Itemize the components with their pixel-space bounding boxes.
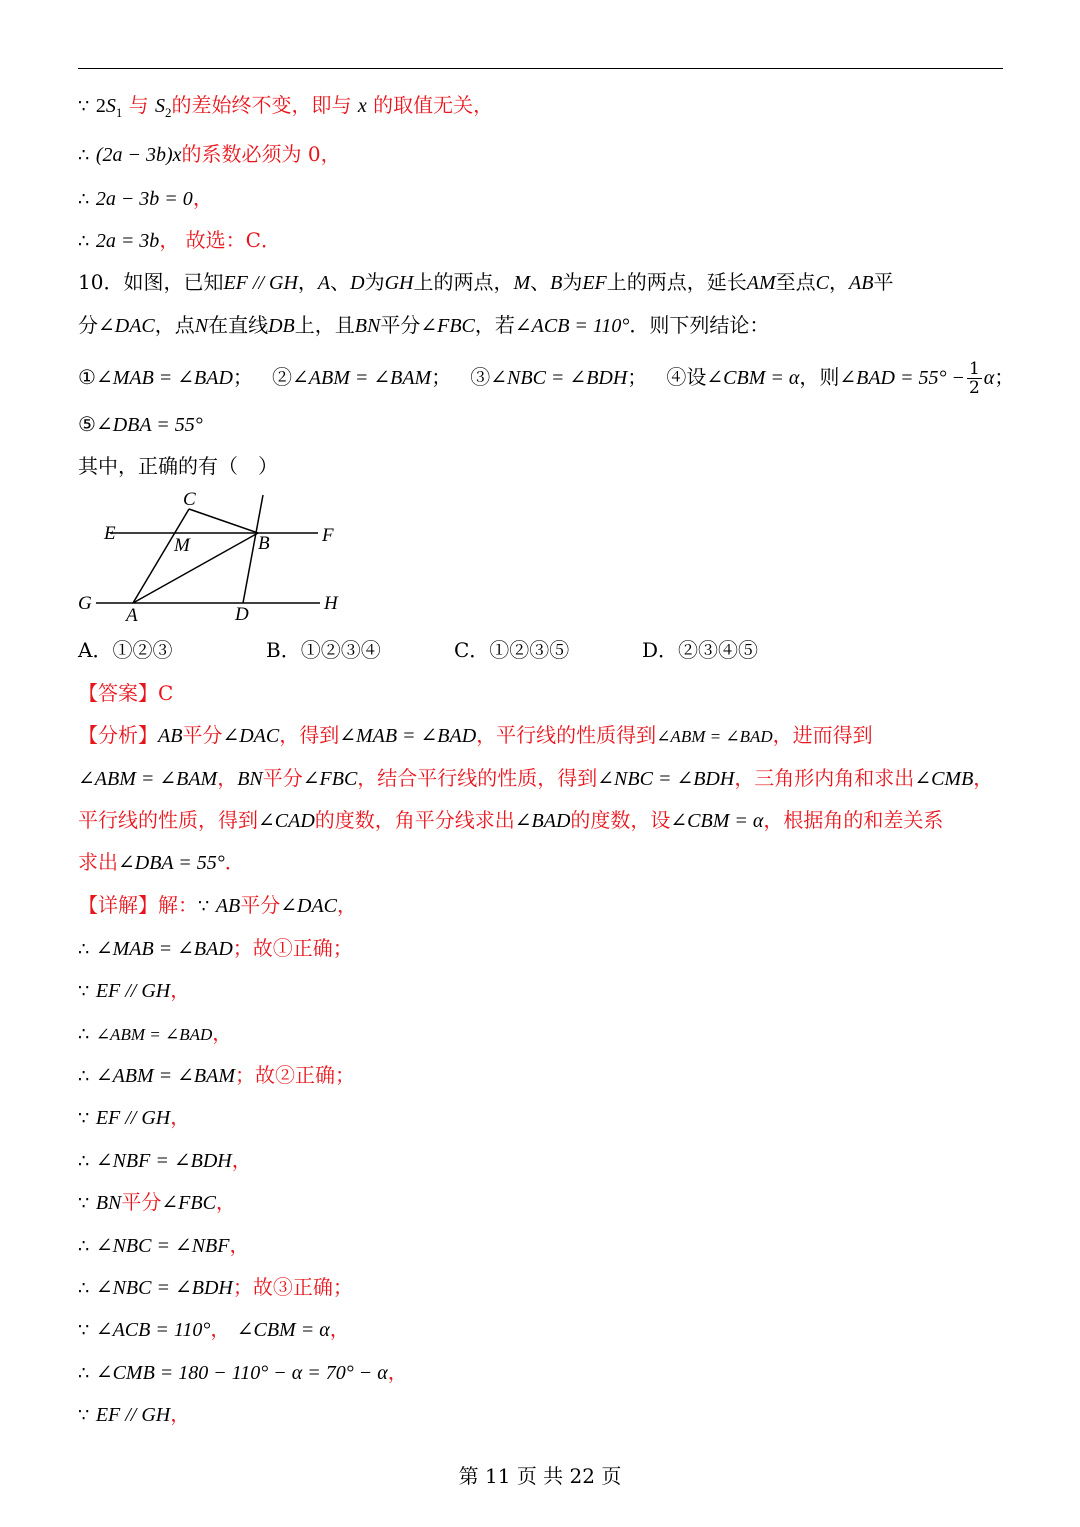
- because-symbol: ∵: [78, 96, 90, 117]
- option-d[interactable]: D．②③④⑤: [642, 638, 759, 662]
- segment-ab: [133, 533, 258, 603]
- label-e: E: [104, 523, 116, 544]
- geometry-figure: [70, 485, 370, 625]
- therefore-symbol: ∴: [78, 231, 90, 252]
- label-m: M: [174, 535, 190, 556]
- therefore-symbol: ∴: [78, 145, 90, 166]
- solution-line-3: ∴ 2a − 3b = 0，: [78, 186, 213, 210]
- label-f: F: [322, 525, 334, 546]
- detail-line-7: ∴ ∠NBF = ∠BDH，: [78, 1148, 252, 1172]
- label-c: C: [183, 489, 196, 510]
- analysis-line-3: 平行线的性质，得到∠CAD的度数，角平分线求出∠BAD的度数，设∠CBM = α，根据角的和差关系: [78, 808, 944, 832]
- detail-line-3: ∵ EF // GH，: [78, 978, 191, 1002]
- question-10-prompt: 其中，正确的有（ ）: [78, 454, 278, 478]
- label-d: D: [235, 604, 249, 625]
- detail-line-13: ∵ EF // GH，: [78, 1402, 191, 1426]
- detail-line-4: ∴ ∠ABM = ∠BAD，: [78, 1021, 233, 1045]
- detail-line-1: 【详解】解：∵ AB平分∠DAC，: [78, 893, 358, 917]
- fraction-one-half: $\frac{1}{2}$: [968, 359, 980, 398]
- detail-line-8: ∵ BN平分∠FBC，: [78, 1190, 236, 1214]
- solution-line-4: ∴ 2a = 3b， 故选：C．: [78, 228, 281, 252]
- label-b: B: [258, 533, 270, 554]
- analysis-line-1: 【分析】AB平分∠DAC，得到∠MAB = ∠BAD，平行线的性质得到∠ABM = ∠BAD，进而得到: [78, 723, 873, 747]
- detail-line-9: ∴ ∠NBC = ∠NBF，: [78, 1233, 250, 1257]
- detail-line-6: ∵ EF // GH，: [78, 1105, 191, 1129]
- therefore-symbol: ∴: [78, 189, 90, 210]
- label-g: G: [78, 593, 92, 614]
- question-10-line-1: 10．如图，已知EF // GH，A、D为GH上的两点，M、B为EF上的两点，延长AM至点C，AB平: [78, 270, 894, 294]
- segment-cb: [189, 509, 258, 533]
- segment-ac: [133, 509, 189, 603]
- label-h: H: [324, 593, 338, 614]
- header-rule: [78, 68, 1003, 69]
- detail-line-2: ∴ ∠MAB = ∠BAD；故①正确；: [78, 936, 353, 960]
- option-a[interactable]: A．①②③: [78, 638, 173, 662]
- detail-line-5: ∴ ∠ABM = ∠BAM；故②正确；: [78, 1063, 356, 1087]
- detail-line-10: ∴ ∠NBC = ∠BDH；故③正确；: [78, 1275, 353, 1299]
- option-c[interactable]: C．①②③⑤: [454, 638, 570, 662]
- page-footer: 第 11 页 共 22 页: [458, 1464, 622, 1488]
- question-10-conclusions-2: ⑤∠DBA = 55°: [78, 412, 203, 436]
- question-10-line-2: 分∠DAC，点N在直线DB上，且BN平分∠FBC，若∠ACB = 110°．则下列结论：: [78, 313, 770, 337]
- analysis-line-4: 求出∠DBA = 55°．: [78, 850, 245, 874]
- label-a: A: [126, 605, 138, 625]
- answer-line: 【答案】C: [78, 681, 174, 705]
- detail-line-12: ∴ ∠CMB = 180 − 110° − α = 70° − α，: [78, 1360, 408, 1384]
- detail-line-11: ∵ ∠ACB = 110°， ∠CBM = α，: [78, 1317, 350, 1341]
- question-10-conclusions-1: ①∠MAB = ∠BAD； ②∠ABM = ∠BAM； ③∠NBC = ∠BDH； ④设∠CBM = α，则∠BAD = 55° − $\frac{1}{2}$ α；: [78, 359, 1015, 398]
- solution-line-1: ∵ $2S_1$ 与 $S_2$的差始终不变，即与 x 的取值无关，: [78, 93, 494, 120]
- option-b[interactable]: B．①②③④: [266, 638, 381, 662]
- analysis-line-2: ∠ABM = ∠BAM，BN平分∠FBC，结合平行线的性质，得到∠NBC = ∠BDH，三角形内角和求出∠CMB，: [78, 766, 994, 790]
- solution-line-2: ∴ (2a − 3b)x的系数必须为 0，: [78, 142, 341, 166]
